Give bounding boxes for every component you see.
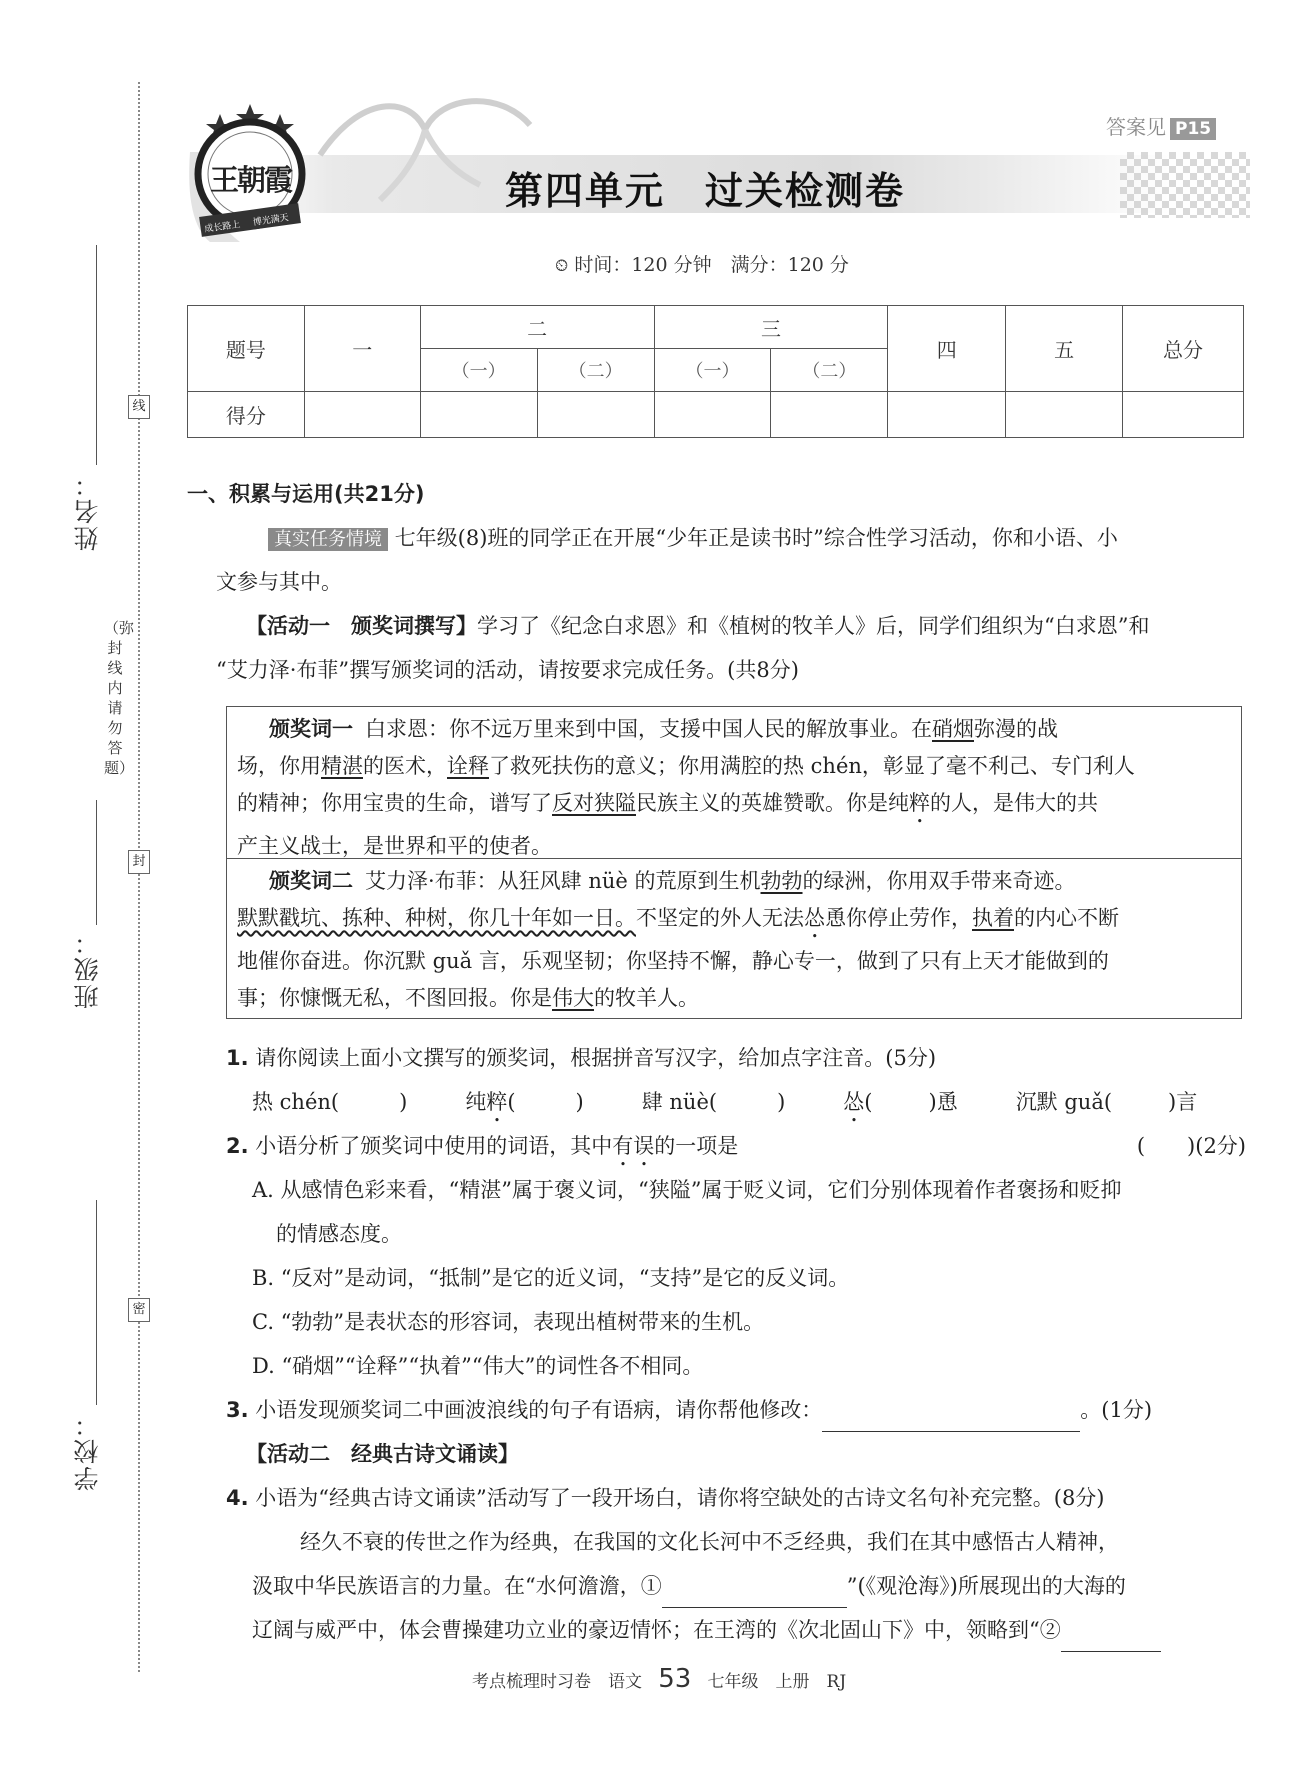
award-text-box-2: 颁奖词二 艾力泽·布菲：从狂风肆 nüè 的荒原到生机勃勃的绿洲，你用双手带来奇迹。 默默戳坑、拣种、种树，你几十年如一日。不坚定的外人无法怂恿你停止劳作，执着的内心不断 地催你奋进。你沉默 guǎ 言，乐观坚韧；你坚持不懈，静心专一，做到了只有上天才能做到的 事；你慷慨无私，不图回报。你是伟大的牧羊人。 [226, 858, 1242, 1019]
q2-option-c: C. “勃勃”是表状态的形容词，表现出植树带来的生机。 [252, 1310, 765, 1334]
question-1 [226, 1036, 936, 1080]
score-cell[interactable] [888, 392, 1006, 438]
award-1-label: 颁奖词一 [269, 717, 353, 741]
activity-2-title: 【活动二 经典古诗文诵读】 [246, 1442, 519, 1466]
binding-mark-line: 线 [128, 395, 150, 419]
wavy-sentence: 默默戳坑、拣种、种树，你几十年如一日。 [237, 906, 636, 930]
section-1-intro-cont: 文参与其中。 [216, 570, 342, 594]
section-1-title: 一、积累与运用(共21分) [187, 482, 425, 506]
answer-page-badge: P15 [1170, 118, 1216, 140]
award-2-label: 颁奖词二 [269, 869, 353, 893]
question-4-para-2: 汲取中华民族语言的力量。在“水何澹澹，① ”(《观沧海》)所展现出的大海的 [252, 1564, 1126, 1608]
question-4-number: 4. [226, 1486, 249, 1510]
class-field[interactable] [96, 800, 97, 925]
question-2-emphasis: 有误 [612, 1134, 655, 1158]
word-jingzhan: 精湛 [321, 754, 363, 778]
score-cell[interactable] [654, 392, 771, 438]
binding-mark-secret: 密 [128, 1298, 150, 1322]
school-label: 学校： [73, 1410, 102, 1491]
name-field[interactable] [96, 245, 97, 465]
q1-item-nue: 肆 nüè( [641, 1090, 718, 1114]
header-part-3: 三 [654, 306, 888, 349]
word-bobo: 勃勃 [760, 869, 803, 893]
answer-ref-label: 答案见 [1106, 115, 1166, 139]
score-table [187, 305, 1244, 438]
school-field[interactable] [96, 1200, 97, 1405]
page-number: 53 [658, 1664, 692, 1694]
question-1-items: 热 chén( ) 纯粹( ) 肆 nüè( ) 怂( )恿 沉默 guǎ( )言 [252, 1090, 1198, 1114]
score-cell[interactable] [537, 392, 654, 438]
question-1-stem: 请你阅读上面小文撰写的颁奖词，根据拼音写汉字，给加点字注音。(5分) [255, 1046, 937, 1070]
header-part-3-sub-1: （一） [654, 349, 771, 392]
time-info [555, 250, 849, 277]
question-4-para-1: 经久不衰的传世之作为经典，在我国的文化长河中不乏经典，我们在其中感悟古人精神， [300, 1530, 1119, 1554]
ribbon-decoration [300, 85, 540, 205]
score-cell[interactable] [420, 392, 537, 438]
score-cell[interactable] [771, 392, 888, 438]
header-part-4: 四 [888, 306, 1006, 392]
header-checker-pattern [1120, 152, 1250, 218]
question-3: 3. 小语发现颁奖词二中画波浪线的句子有语病，请你帮他修改： 。(1分) [226, 1388, 1152, 1432]
header-question-number: 题号 [188, 306, 305, 392]
binding-mark-seal: 封 [128, 850, 150, 874]
clock-icon: ⏲ [555, 256, 569, 276]
question-4: 4. 小语为“经典古诗文诵读”活动写了一段开场白，请你将空缺处的古诗文名句补充完整。(8分) [226, 1486, 1105, 1510]
award-text-box-1: 颁奖词一 白求恩：你不远万里来到中国，支援中国人民的解放事业。在硝烟弥漫的战 场，你用精湛的医术，诠释了救死扶伤的意义；你用满腔的热 chén，彰显了毫不利己、专门利人 的精神；你用宝贵的生命，谱写了反对狭隘民族主义的英雄赞歌。你是纯粹的人，是伟大的共 产主义战士，是世界和平的使者。 [226, 706, 1242, 859]
word-xiaoyan: 硝烟 [932, 717, 974, 741]
word-xiaai: 狭隘 [594, 791, 636, 815]
q4-blank-2[interactable] [1061, 1621, 1161, 1652]
page-title: 第四单元 过关检测卷 [505, 169, 906, 213]
word-cui-dotted: 粹 [909, 791, 930, 815]
answer-reference [1106, 111, 1216, 140]
score-cell[interactable] [1006, 392, 1123, 438]
q1-item-chen: 热 chén( [252, 1090, 340, 1114]
q4-blank-1[interactable] [662, 1577, 847, 1608]
score-cell[interactable] [1123, 392, 1244, 438]
header-part-5: 五 [1006, 306, 1123, 392]
header-part-2-sub-1: （一） [420, 349, 537, 392]
logo-tag-right: 博光满天 [252, 213, 290, 229]
q1-item-gua: 沉默 guǎ( [1015, 1090, 1113, 1114]
activity-1-title: 【活动一 颁奖词撰写】 [246, 614, 477, 638]
question-2-answer-slot[interactable]: ( )(2分) [1136, 1134, 1246, 1158]
word-zhizhuo: 执着 [972, 906, 1014, 930]
q2-option-b: B. “反对”是动词，“抵制”是它的近义词，“支持”是它的反义词。 [252, 1266, 850, 1290]
question-4-para-3: 辽阔与威严中，体会曹操建功立业的豪迈情怀；在王湾的《次北固山下》中，领略到“② [252, 1608, 1161, 1652]
binding-dotted-line [138, 82, 140, 1672]
q1-item-cui-dotted: 粹 [486, 1090, 508, 1114]
class-label: 班级： [73, 928, 102, 1009]
activity-1-intro-cont: “艾力泽·布菲”撰写颁奖词的活动，请按要求完成任务。(共8分) [216, 658, 799, 682]
question-2-number: 2. [226, 1134, 249, 1158]
word-weida: 伟大 [552, 986, 594, 1010]
publisher-logo [180, 92, 320, 242]
question-3-number: 3. [226, 1398, 249, 1422]
q2-option-a-cont: 的情感态度。 [276, 1222, 402, 1246]
section-1-intro: 真实任务情境 七年级(8)班的同学正在开展“少年正是读书时”综合性学习活动，你和小语、小 [268, 516, 1258, 562]
header-part-2-sub-2: （二） [537, 349, 654, 392]
word-song-dotted: 怂 [804, 906, 825, 930]
binding-note: （弥封线内请勿答题） [104, 619, 135, 777]
header-part-3-sub-2: （二） [771, 349, 888, 392]
logo-tag-left: 成长路上 [203, 219, 241, 235]
name-label: 姓名： [73, 470, 102, 551]
logo-name: 王朝霞 [210, 163, 292, 197]
header-part-1: 一 [304, 306, 420, 392]
activity-1-intro: 【活动一 颁奖词撰写】学习了《纪念白求恩》和《植树的牧羊人》后，同学们组织为“白求恩”和 [246, 614, 1150, 638]
task-context-tag: 真实任务情境 [268, 528, 388, 551]
header-total: 总分 [1123, 306, 1244, 392]
footer-right: 七年级 上册 RJ [707, 1672, 847, 1692]
row-label-score: 得分 [188, 392, 305, 438]
word-quanshi: 诠释 [447, 754, 489, 778]
question-1-number: 1. [226, 1046, 249, 1070]
q1-item-song-dotted: 怂 [843, 1090, 865, 1114]
q2-option-a: A. 从感情色彩来看，“精湛”属于褒义词，“狭隘”属于贬义词，它们分别体现着作者褒扬和贬抑 [252, 1178, 1122, 1202]
question-3-answer-line[interactable] [822, 1401, 1080, 1432]
question-2: 2. 小语分析了颁奖词中使用的词语，其中有误的一项是 ( )(2分) [226, 1124, 1246, 1171]
header-part-2: 二 [420, 306, 654, 349]
footer-left: 考点梳理时习卷 语文 [472, 1672, 642, 1692]
q2-option-d: D. “硝烟”“诠释”“执着”“伟大”的词性各不相同。 [252, 1354, 704, 1378]
score-cell[interactable] [304, 392, 420, 438]
time-text: 时间：120 分钟 满分：120 分 [574, 254, 849, 276]
page-footer [472, 1664, 846, 1694]
word-fandui: 反对 [552, 791, 594, 815]
